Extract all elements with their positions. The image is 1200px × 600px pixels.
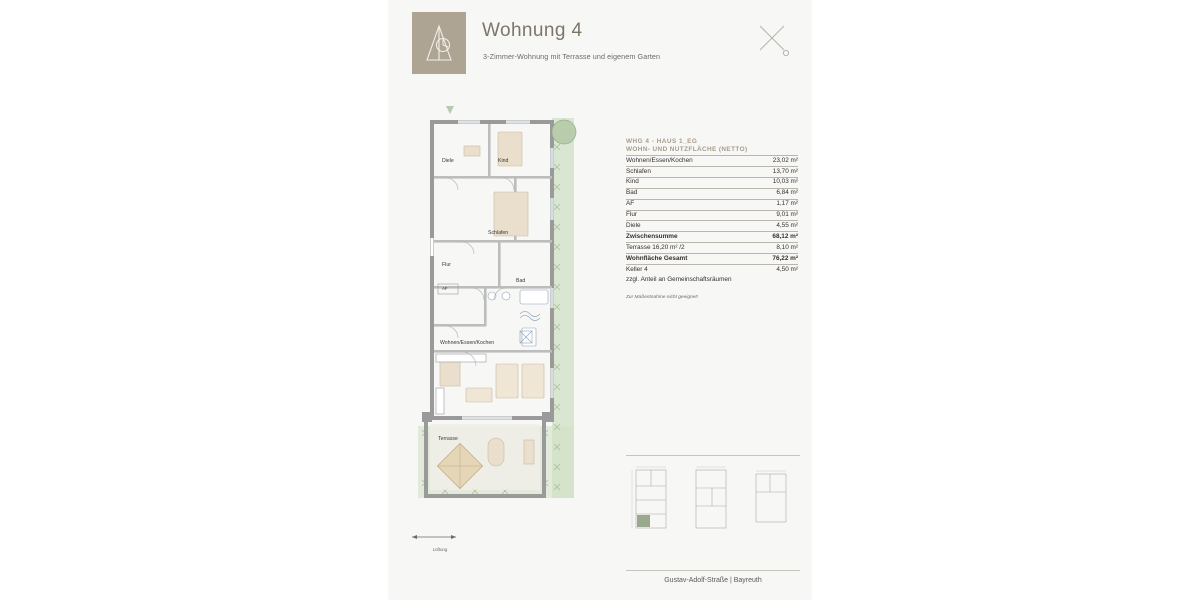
table-row (626, 188, 798, 199)
area-value: 1,17 m² (764, 199, 798, 210)
area-label: Wohnen/Essen/Kochen (626, 156, 764, 167)
table-row-total (626, 254, 798, 265)
area-label: Diele (626, 221, 764, 232)
floor-plan (402, 88, 622, 538)
key-plan-group (626, 455, 800, 534)
table-row (626, 265, 798, 275)
room-label-af: AF (442, 286, 448, 291)
room-label-diele: Diele (442, 158, 454, 164)
table-row (626, 243, 798, 254)
area-label: Schlafen (626, 166, 764, 177)
room-label-schlafen: Schlafen (488, 230, 509, 236)
area-value: 9,01 m² (764, 210, 798, 221)
footer: Gustav-Adolf-Straße | Bayreuth (626, 570, 800, 584)
page-margin-left (0, 0, 388, 600)
tree-icon (552, 120, 576, 144)
area-value: 8,10 m² (764, 243, 798, 254)
area-value: 10,03 m² (764, 177, 798, 188)
area-label: Kind (626, 177, 764, 188)
area-value: 4,50 m² (764, 265, 798, 275)
area-label: Keller 4 (626, 265, 764, 275)
area-value (764, 275, 798, 285)
architect-monogram-logo (412, 12, 466, 74)
page-margin-right (812, 0, 1200, 600)
area-value: 76,22 m² (764, 254, 798, 265)
area-value: 23,02 m² (764, 156, 798, 167)
table-row (626, 156, 798, 167)
compass-north-icon (754, 20, 792, 58)
area-table-heading-2: WOHN- UND NUTZFLÄCHE (NETTO) (626, 146, 748, 153)
terrace-elements (430, 424, 540, 490)
key-plan-floor-2 (686, 464, 738, 534)
room-label-kind: Kind (498, 158, 509, 164)
north-arrow-icon (446, 106, 454, 114)
room-label-terrasse: Terrasse (438, 436, 458, 442)
area-value: 4,55 m² (764, 221, 798, 232)
area-label: Terrasse 16,20 m² /2 (626, 243, 764, 254)
area-label: Bad (626, 188, 764, 199)
area-label: zzgl. Anteil an Gemeinschaftsräumen (626, 275, 732, 283)
table-row-subtotal (626, 232, 798, 243)
logo-badge (412, 12, 466, 74)
area-value: 6,84 m² (764, 188, 798, 199)
key-plan-floor-1 (626, 464, 678, 534)
luftung-marker (410, 528, 470, 552)
table-row (626, 275, 798, 285)
table-row (626, 177, 798, 188)
area-table (626, 138, 798, 300)
room-label-bad: Bad (516, 278, 526, 284)
room-label-flur: Flur (442, 262, 451, 268)
area-value: 13,70 m² (764, 166, 798, 177)
area-label: Wohnfläche Gesamt (626, 254, 764, 265)
key-plan-floor-3 (746, 464, 798, 534)
area-label: Flur (626, 210, 764, 221)
room-label-wohnen-essen-kochen: Wohnen/Essen/Kochen (440, 340, 495, 346)
table-row (626, 221, 798, 232)
luftung-label: Lüftung (432, 547, 448, 552)
area-table-heading-1: WHG 4 - HAUS 1_EG (626, 138, 698, 145)
area-value: 68,12 m² (764, 232, 798, 243)
table-row (626, 199, 798, 210)
area-label: AF (626, 199, 764, 210)
table-row (626, 166, 798, 177)
area-label: Zwischensumme (626, 232, 764, 243)
document-page (388, 0, 812, 600)
page-subtitle: 3-Zimmer-Wohnung mit Terrasse und eigenem Garten (483, 52, 661, 61)
page-title: Wohnung 4 (482, 20, 583, 41)
table-row (626, 210, 798, 221)
disclaimer-note: Zur Maßentnahme nicht geeignet! (626, 294, 698, 300)
